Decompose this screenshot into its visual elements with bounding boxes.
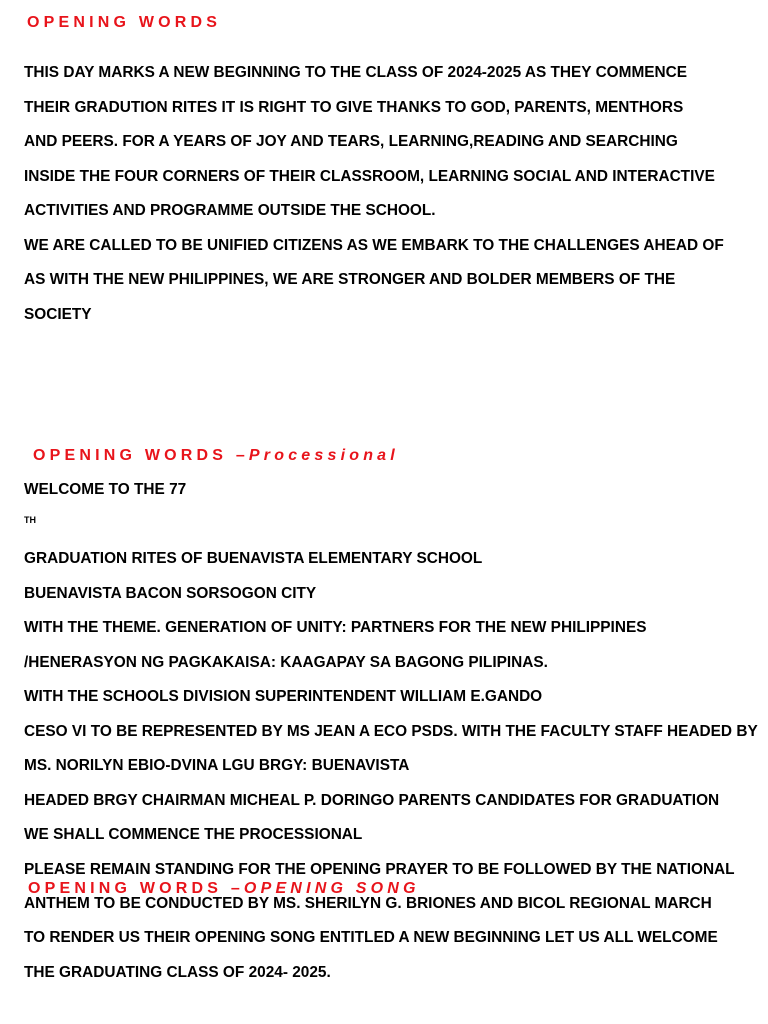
body-line: THEIR GRADUTION RITES IT IS RIGHT TO GIVE THANKS TO GOD, PARENTS, MENTHORS	[24, 98, 684, 116]
ordinal-suffix: TH	[24, 514, 36, 525]
body-line: INSIDE THE FOUR CORNERS OF THEIR CLASSROOM, LEARNING SOCIAL AND INTERACTIVE	[24, 167, 715, 185]
body-line: WE SHALL COMMENCE THE PROCESSIONAL	[24, 826, 363, 843]
section3-heading-main: OPENING WORDS	[28, 880, 223, 897]
section1-heading: OPENING WORDS	[27, 14, 222, 31]
body-line: AS WITH THE NEW PHILIPPINES, WE ARE STRONGER AND BOLDER MEMBERS OF THE	[24, 271, 676, 288]
body-line	[24, 473, 764, 577]
body-line: SOCIETY	[24, 305, 92, 323]
section3-body	[24, 921, 764, 990]
section3-heading-sub: OPENING SONG	[243, 880, 420, 897]
section1-body	[24, 56, 764, 332]
section2-heading-main: OPENING WORDS	[33, 447, 228, 464]
body-line: BUENAVISTA BACON SORSOGON CITY	[24, 584, 317, 602]
welcome-pre: WELCOME TO THE 77	[24, 481, 187, 498]
welcome-post: GRADUATION RITES OF BUENAVISTA ELEMENTARY SCHOOL	[24, 550, 483, 567]
body-line: CESO VI TO BE REPRESENTED BY MS JEAN A ECO PSDS. WITH THE FACULTY STAFF HEADED BY	[24, 722, 758, 740]
body-line: THE GRADUATING CLASS OF 2024- 2025.	[24, 963, 331, 981]
section3-heading	[28, 880, 420, 898]
body-line: HEADED BRGY CHAIRMAN MICHEAL P. DORINGO PARENTS CANDIDATES FOR GRADUATION	[24, 791, 720, 809]
body-line: /HENERASYON NG PAGKAKAISA: KAAGAPAY SA BAGONG PILIPINAS.	[24, 653, 548, 671]
body-line: WE ARE CALLED TO BE UNIFIED CITIZENS AS WE EMBARK TO THE CHALLENGES AHEAD OF	[24, 236, 724, 254]
body-line: TO RENDER US THEIR OPENING SONG ENTITLED A NEW BEGINNING LET US ALL WELCOME	[24, 929, 718, 946]
body-line: MS. NORILYN EBIO-DVINA LGU BRGY: BUENAVISTA	[24, 757, 410, 774]
section2-heading-sub: Processional	[248, 447, 399, 464]
body-line: ANTHEM TO BE CONDUCTED BY MS. SHERILYN G. BRIONES AND BICOL REGIONAL MARCH	[24, 895, 712, 912]
body-line: WITH THE THEME. GENERATION OF UNITY: PARTNERS FOR THE NEW PHILIPPINES	[24, 619, 647, 636]
section2-body	[24, 473, 764, 922]
body-line: WITH THE SCHOOLS DIVISION SUPERINTENDENT WILLIAM E.GANDO	[24, 688, 543, 705]
body-line: ACTIVITIES AND PROGRAMME OUTSIDE THE SCHOOL.	[24, 202, 436, 219]
body-line: PLEASE REMAIN STANDING FOR THE OPENING PRAYER TO BE FOLLOWED BY THE NATIONAL	[24, 860, 735, 878]
section2-heading-dash: –	[227, 447, 249, 464]
body-line: THIS DAY MARKS A NEW BEGINNING TO THE CLASS OF 2024-2025 AS THEY COMMENCE	[24, 64, 688, 81]
section3-heading-dash: –	[222, 880, 244, 897]
body-line: AND PEERS. FOR A YEARS OF JOY AND TEARS, LEARNING,READING AND SEARCHING	[24, 133, 678, 150]
section2-heading	[33, 447, 399, 465]
